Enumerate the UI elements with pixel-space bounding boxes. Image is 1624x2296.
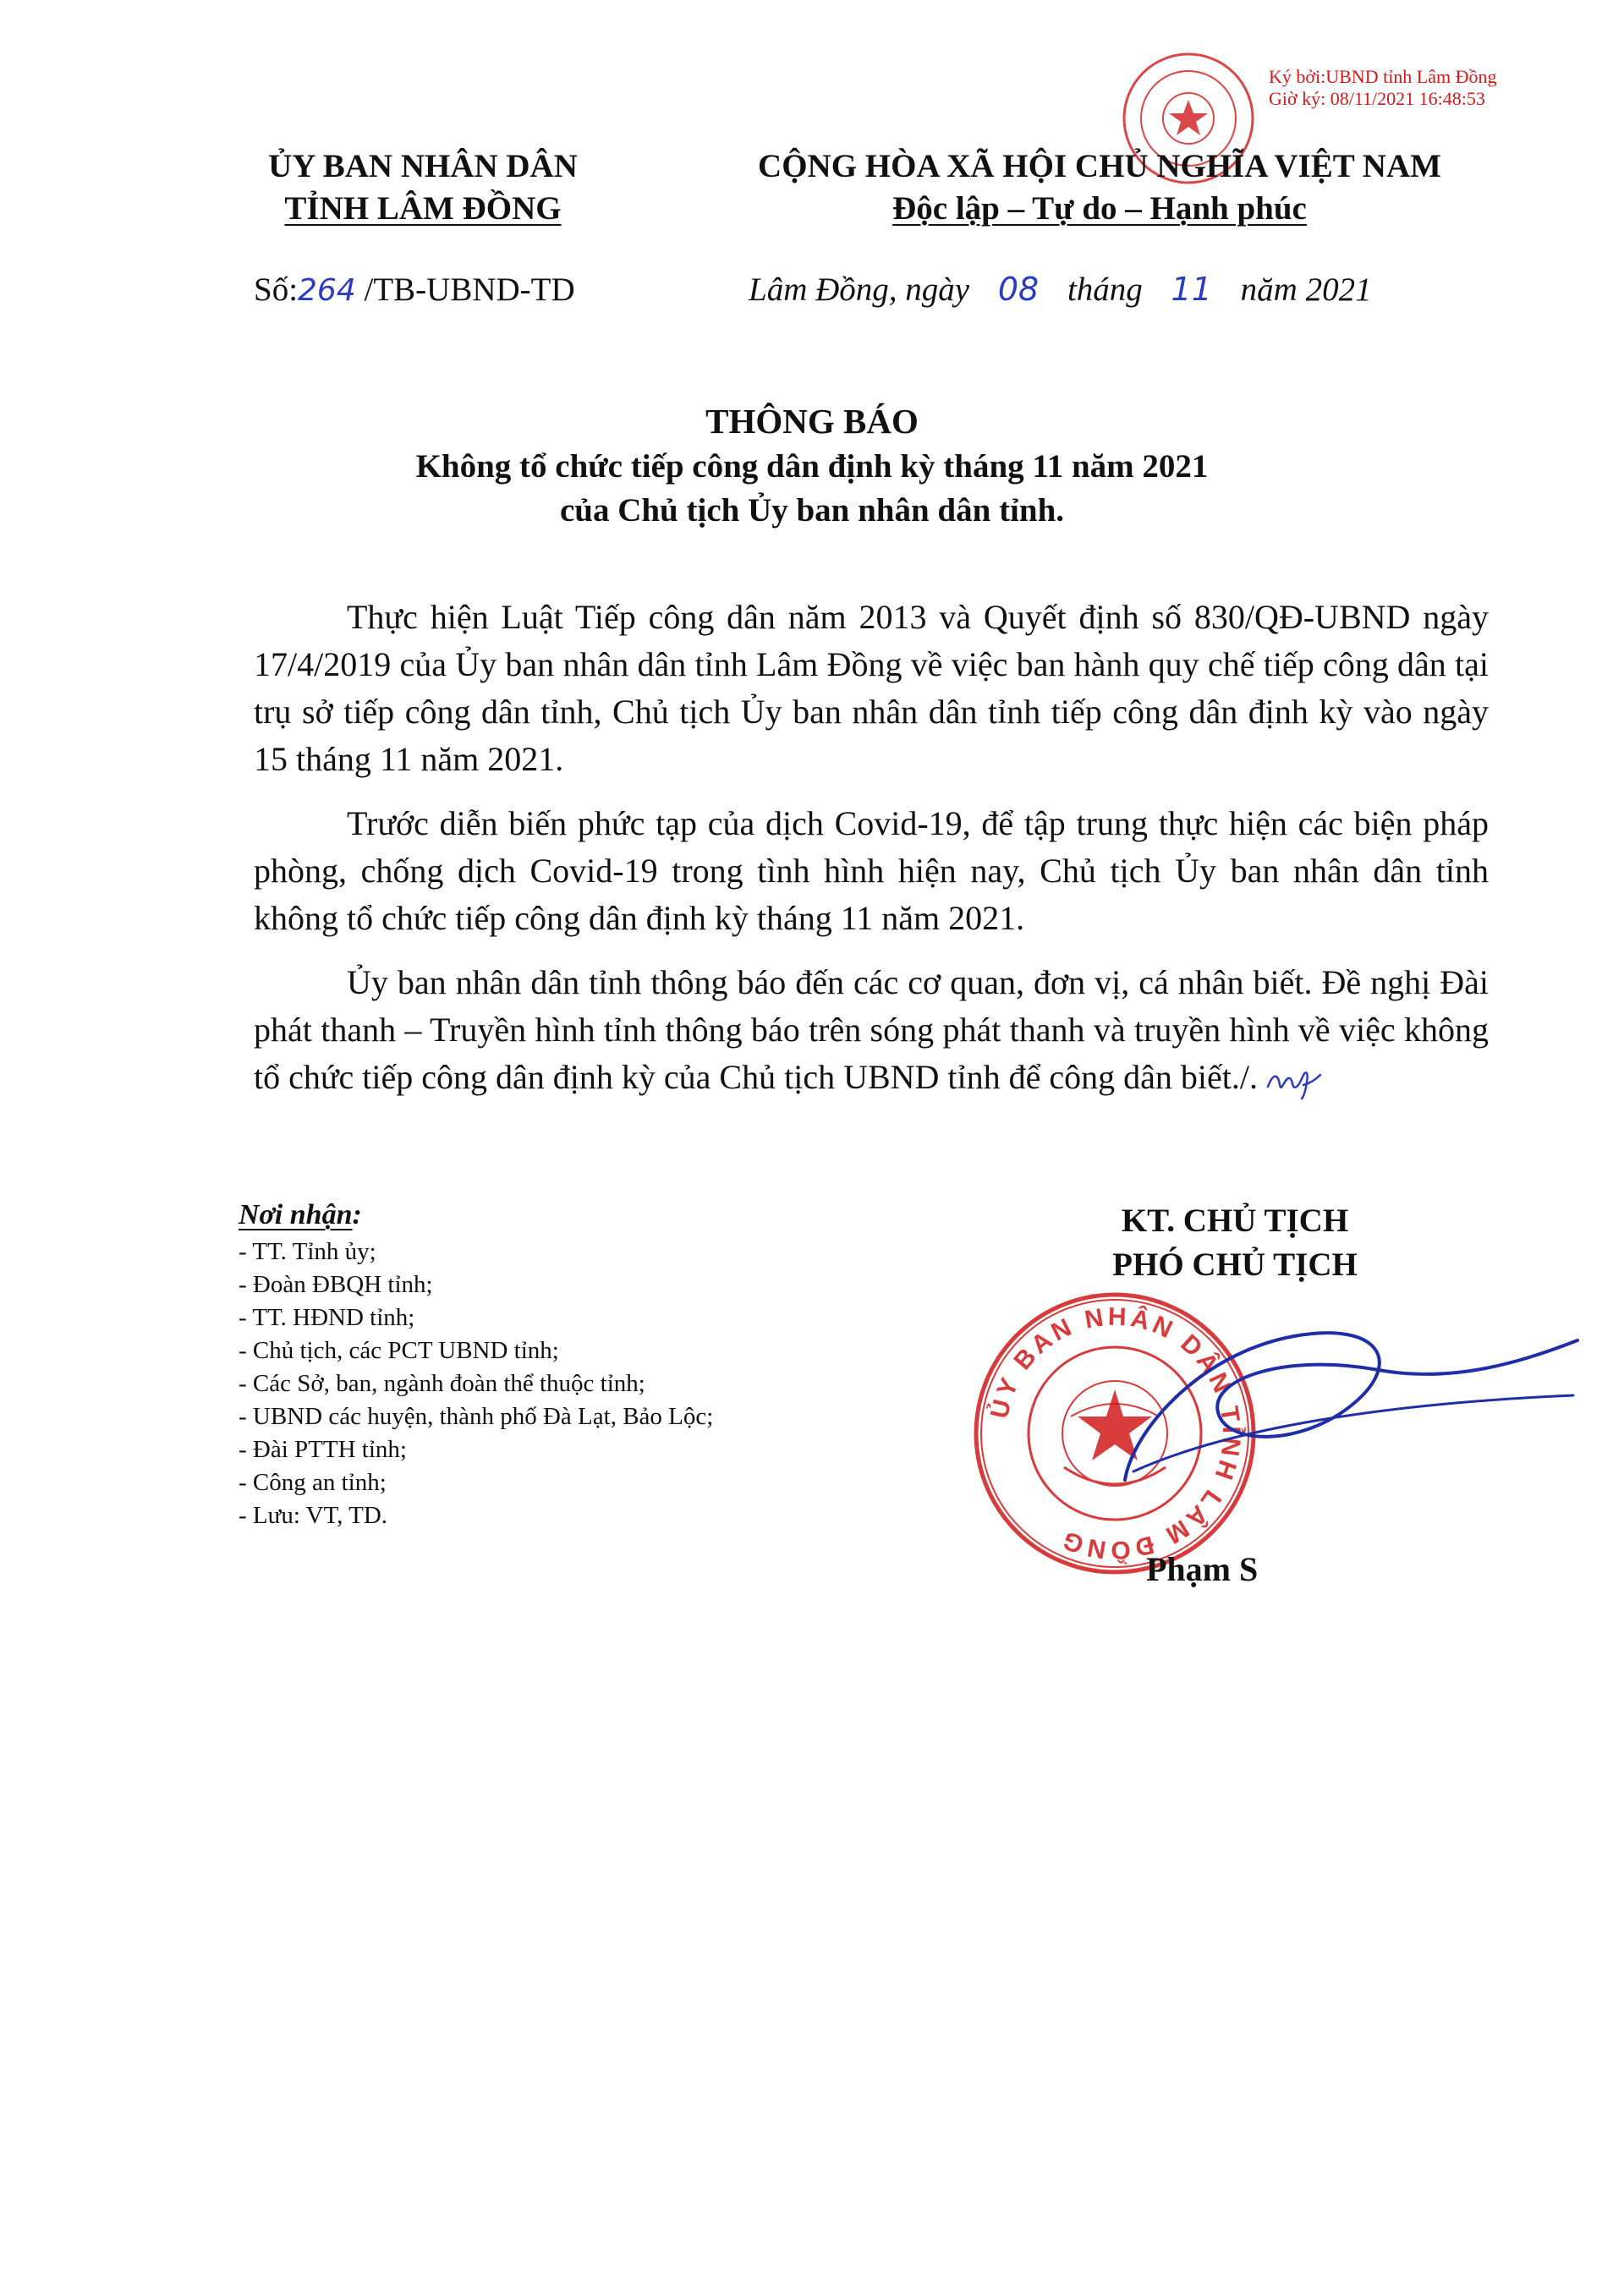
body-paragraph-3 [254, 959, 1489, 1101]
date-year-label: năm [1240, 271, 1298, 308]
signed-time-text: Giờ ký: 08/11/2021 16:48:53 [1269, 88, 1485, 109]
signer-name: Phạm S [1146, 1550, 1259, 1588]
date-month-label: tháng [1067, 271, 1143, 308]
list-item: - UBND các huyện, thành phố Đà Lạt, Bảo Lộc; [239, 1403, 714, 1430]
initials-signature-icon [1265, 1061, 1324, 1100]
digital-signature-note [1269, 66, 1497, 110]
document-body [254, 594, 1489, 1118]
signed-by-text: Ký bởi:UBND tỉnh Lâm Đồng [1269, 66, 1497, 87]
recipients-title: Nơi nhận: [239, 1199, 362, 1230]
document-date [749, 271, 1372, 309]
signature-block [998, 1199, 1472, 1287]
list-item: - Đoàn ĐBQH tỉnh; [239, 1271, 433, 1298]
body-paragraph-2: Trước diễn biến phức tạp của dịch Covid-19, để tập trung thực hiện các biện pháp phòng, chống dịch Covid-19 trong tình hình hiện nay, Chủ tịch Ủy ban nhân dân tỉnh không tổ chức tiếp công dân định kỳ tháng 11 năm 2021. [254, 804, 1489, 937]
date-prefix: Lâm Đồng, ngày [749, 271, 970, 308]
signature-line-2: PHÓ CHỦ TỊCH [1112, 1247, 1358, 1283]
list-item: - Các Sở, ban, ngành đoàn thể thuộc tỉnh; [239, 1370, 645, 1397]
body-paragraph-1: Thực hiện Luật Tiếp công dân năm 2013 và Quyết định số 830/QĐ-UBND ngày 17/4/2019 của Ủy ban nhân dân tỉnh Lâm Đồng về việc ban hành quy chế tiếp công dân tại trụ sở tiếp công dân tỉnh, Chủ tịch Ủy ban nhân dân tỉnh tiếp công dân định kỳ vào ngày 15 tháng 11 năm 2021. [254, 598, 1489, 778]
document-number [254, 271, 575, 309]
list-item: - Lưu: VT, TD. [239, 1502, 388, 1529]
recipients-block [239, 1197, 881, 1532]
signature-line-1: KT. CHỦ TỊCH [1121, 1203, 1349, 1239]
nation-name: CỘNG HÒA XÃ HỘI CHỦ NGHĨA VIỆT NAM [758, 148, 1441, 184]
body-paragraph-3-text: Ủy ban nhân dân tỉnh thông báo đến các cơ quan, đơn vị, cá nhân biết. Đề nghị Đài phát thanh – Truyền hình tỉnh thông báo trên sóng phát thanh và truyền hình về việc không tổ chức tiếp công dân định kỳ của Chủ tịch UBND tỉnh để công dân biết./. [254, 963, 1489, 1096]
list-item: - Chủ tịch, các PCT UBND tỉnh; [239, 1337, 559, 1364]
document-subtitle-line-1: Không tổ chức tiếp công dân định kỳ tháng 11 năm 2021 [415, 448, 1209, 485]
list-item: - Đài PTTH tỉnh; [239, 1436, 407, 1463]
handwritten-signature-icon [1100, 1302, 1590, 1522]
recipients-list [239, 1236, 881, 1532]
nation-motto: Độc lập – Tự do – Hạnh phúc [892, 190, 1307, 227]
list-item: - Công an tỉnh; [239, 1469, 387, 1496]
list-item: - TT. HĐND tỉnh; [239, 1304, 415, 1331]
doc-number-prefix: Số: [254, 271, 299, 308]
doc-number-handwritten: 264 [298, 273, 356, 308]
seal-text: ỦY BAN NHÂN DÂN TỈNH LÂM ĐỒNG [985, 1302, 1246, 1564]
org-line-2: TỈNH LÂM ĐỒNG [284, 190, 562, 227]
date-month: 11 [1171, 271, 1212, 308]
national-motto [710, 145, 1489, 230]
list-item: - TT. Tỉnh ủy; [239, 1238, 376, 1265]
document-type: THÔNG BÁO [705, 402, 919, 441]
org-line-1: ỦY BAN NHÂN DÂN [268, 148, 578, 184]
document-subtitle-line-2: của Chủ tịch Ủy ban nhân dân tỉnh. [559, 492, 1065, 529]
issuing-organization [211, 145, 634, 230]
date-day: 08 [997, 271, 1040, 308]
date-year: 2021 [1305, 271, 1372, 308]
document-title-block [254, 397, 1370, 533]
doc-number-suffix: /TB-UBND-TD [364, 271, 575, 308]
